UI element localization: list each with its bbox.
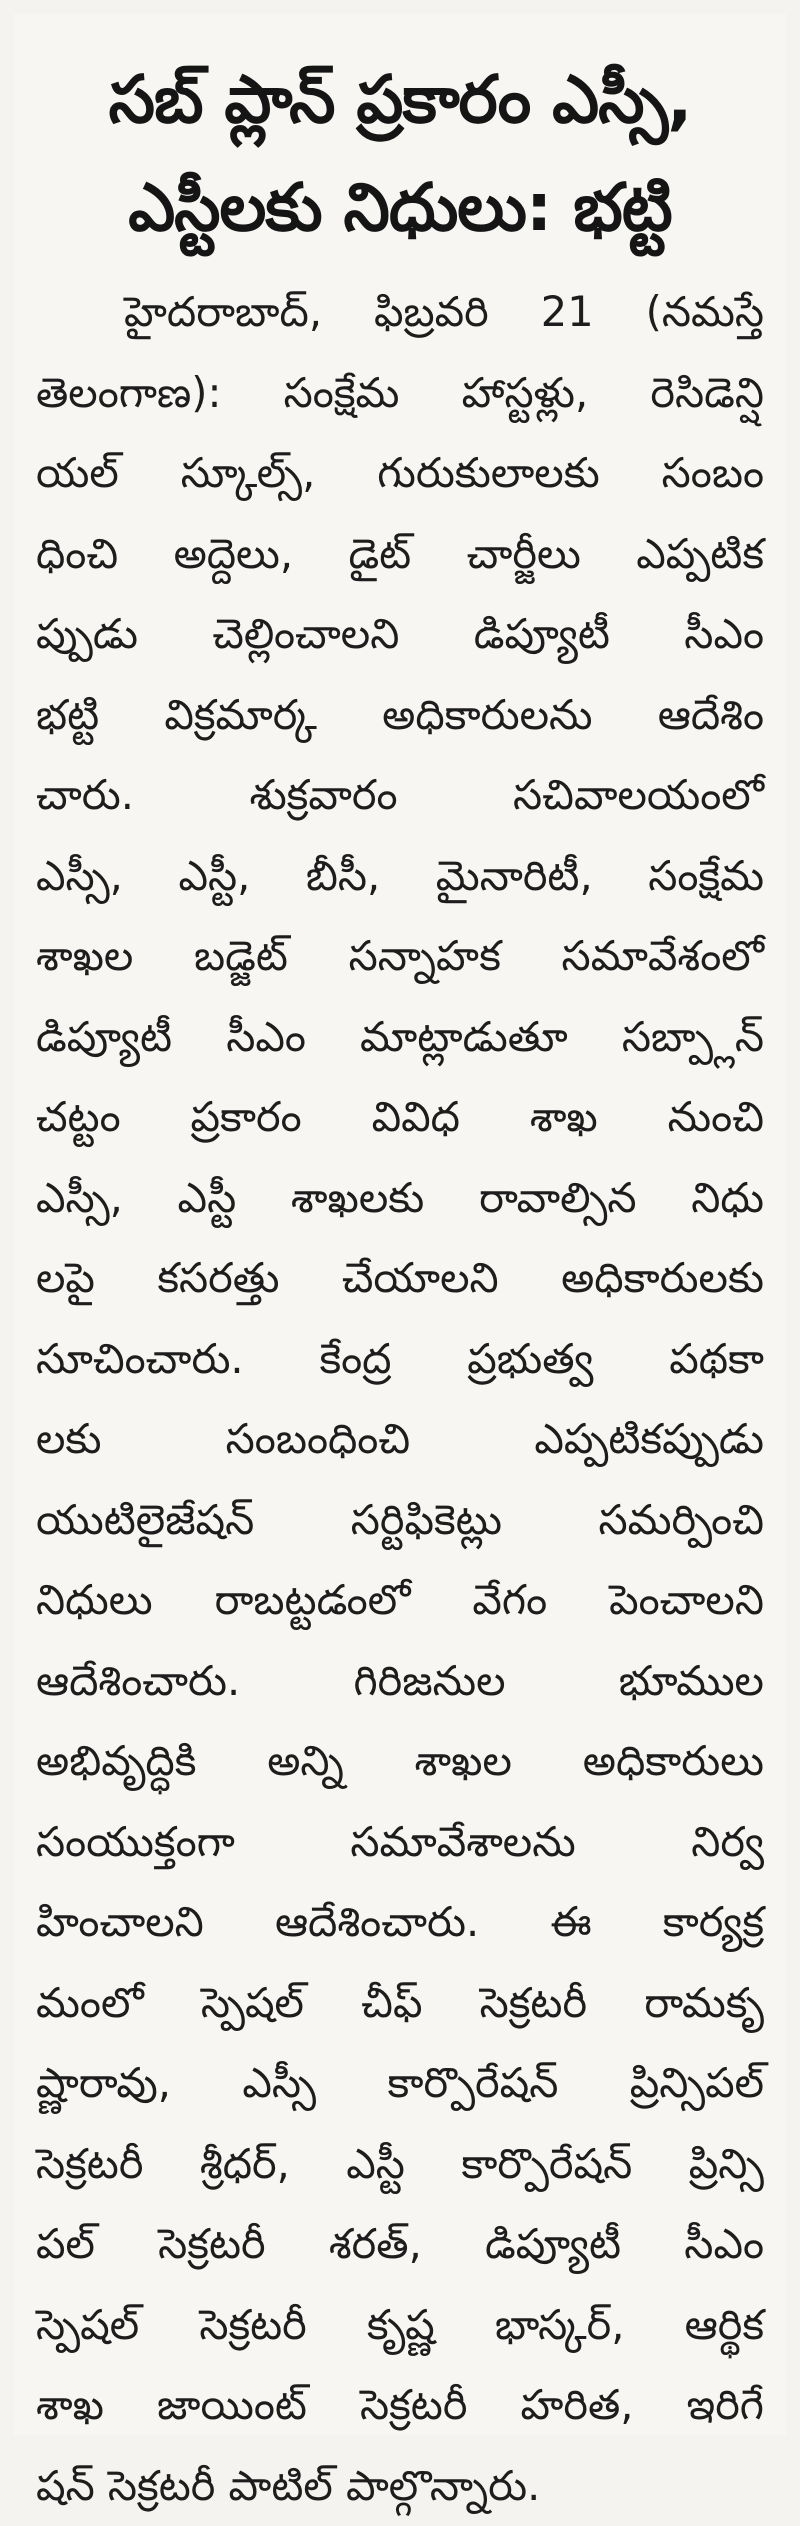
body-line: యుటిలైజేషన్ సర్టిఫికెట్లు సమర్పించి <box>36 1480 764 1561</box>
body-line: ఎస్సీ, ఎస్టీ, బీసీ, మైనారిటీ, సంక్షేమ <box>36 836 764 917</box>
body-line: సెక్రటరీ శ్రీధర్, ఎస్టీ కార్పొరేషన్ ప్రిన్సి <box>36 2124 764 2205</box>
body-line: ష్ణారావు, ఎస్సీ కార్పొరేషన్ ప్రిన్సిపల్ <box>36 2043 764 2124</box>
body-line: డిప్యూటీ సీఎం మాట్లాడుతూ సబ్ప్లాన్ <box>36 997 764 1078</box>
body-line: శాఖ జాయింట్ సెక్రటరీ హరిత, ఇరిగే <box>36 2365 764 2446</box>
body-line-dateline: హైదరాబాద్, ఫిబ్రవరి 21 (నమస్తే <box>36 272 764 353</box>
body-line: అభివృద్ధికి అన్ని శాఖల అధికారులు <box>36 1721 764 1802</box>
body-line: ప్పుడు చెల్లించాలని డిప్యూటీ సీఎం <box>36 594 764 675</box>
body-line: స్పెషల్ సెక్రటరీ కృష్ణ భాస్కర్, ఆర్థిక <box>36 2285 764 2366</box>
body-line: పల్ సెక్రటరీ శరత్, డిప్యూటీ సీఎం <box>36 2204 764 2285</box>
body-line: తెలంగాణ): సంక్షేమ హాస్టళ్లు, రెసిడెన్షి <box>36 353 764 434</box>
headline <box>36 46 764 262</box>
article-body <box>36 272 764 2526</box>
body-line: భట్టి విక్రమార్క అధికారులను ఆదేశిం <box>36 675 764 756</box>
body-line: యల్ స్కూల్స్, గురుకులాలకు సంబం <box>36 433 764 514</box>
body-line: ధించి అద్దెలు, డైట్ చార్జీలు ఎప్పటిక <box>36 514 764 595</box>
body-line: లపై కసరత్తు చేయాలని అధికారులకు <box>36 1238 764 1319</box>
body-line: చారు. శుక్రవారం సచివాలయంలో <box>36 755 764 836</box>
body-line: ఆదేశించారు. గిరిజనుల భూముల <box>36 1641 764 1722</box>
body-line: షన్ సెక్రటరీ పాటిల్ పాల్గొన్నారు. <box>36 2446 764 2526</box>
body-line: హించాలని ఆదేశించారు. ఈ కార్యక్ర <box>36 1882 764 1963</box>
body-line: సూచించారు. కేంద్ర ప్రభుత్వ పథకా <box>36 1319 764 1400</box>
headline-line: ఎస్టీలకు నిధులు: భట్టి <box>36 154 764 262</box>
body-line: నిధులు రాబట్టడంలో వేగం పెంచాలని <box>36 1560 764 1641</box>
body-line: సంయుక్తంగా సమావేశాలను నిర్వ <box>36 1802 764 1883</box>
news-clipping <box>14 14 786 2435</box>
headline-line: సబ్ ప్లాన్ ప్రకారం ఎస్సీ, <box>36 46 764 154</box>
body-line: చట్టం ప్రకారం వివిధ శాఖ నుంచి <box>36 1077 764 1158</box>
body-line: మంలో స్పెషల్ చీఫ్ సెక్రటరీ రామకృ <box>36 1963 764 2044</box>
body-line: లకు సంబంధించి ఎప్పటికప్పుడు <box>36 1399 764 1480</box>
body-line: ఎస్సీ, ఎస్టీ శాఖలకు రావాల్సిన నిధు <box>36 1158 764 1239</box>
body-line: శాఖల బడ్జెట్ సన్నాహక సమావేశంలో <box>36 916 764 997</box>
